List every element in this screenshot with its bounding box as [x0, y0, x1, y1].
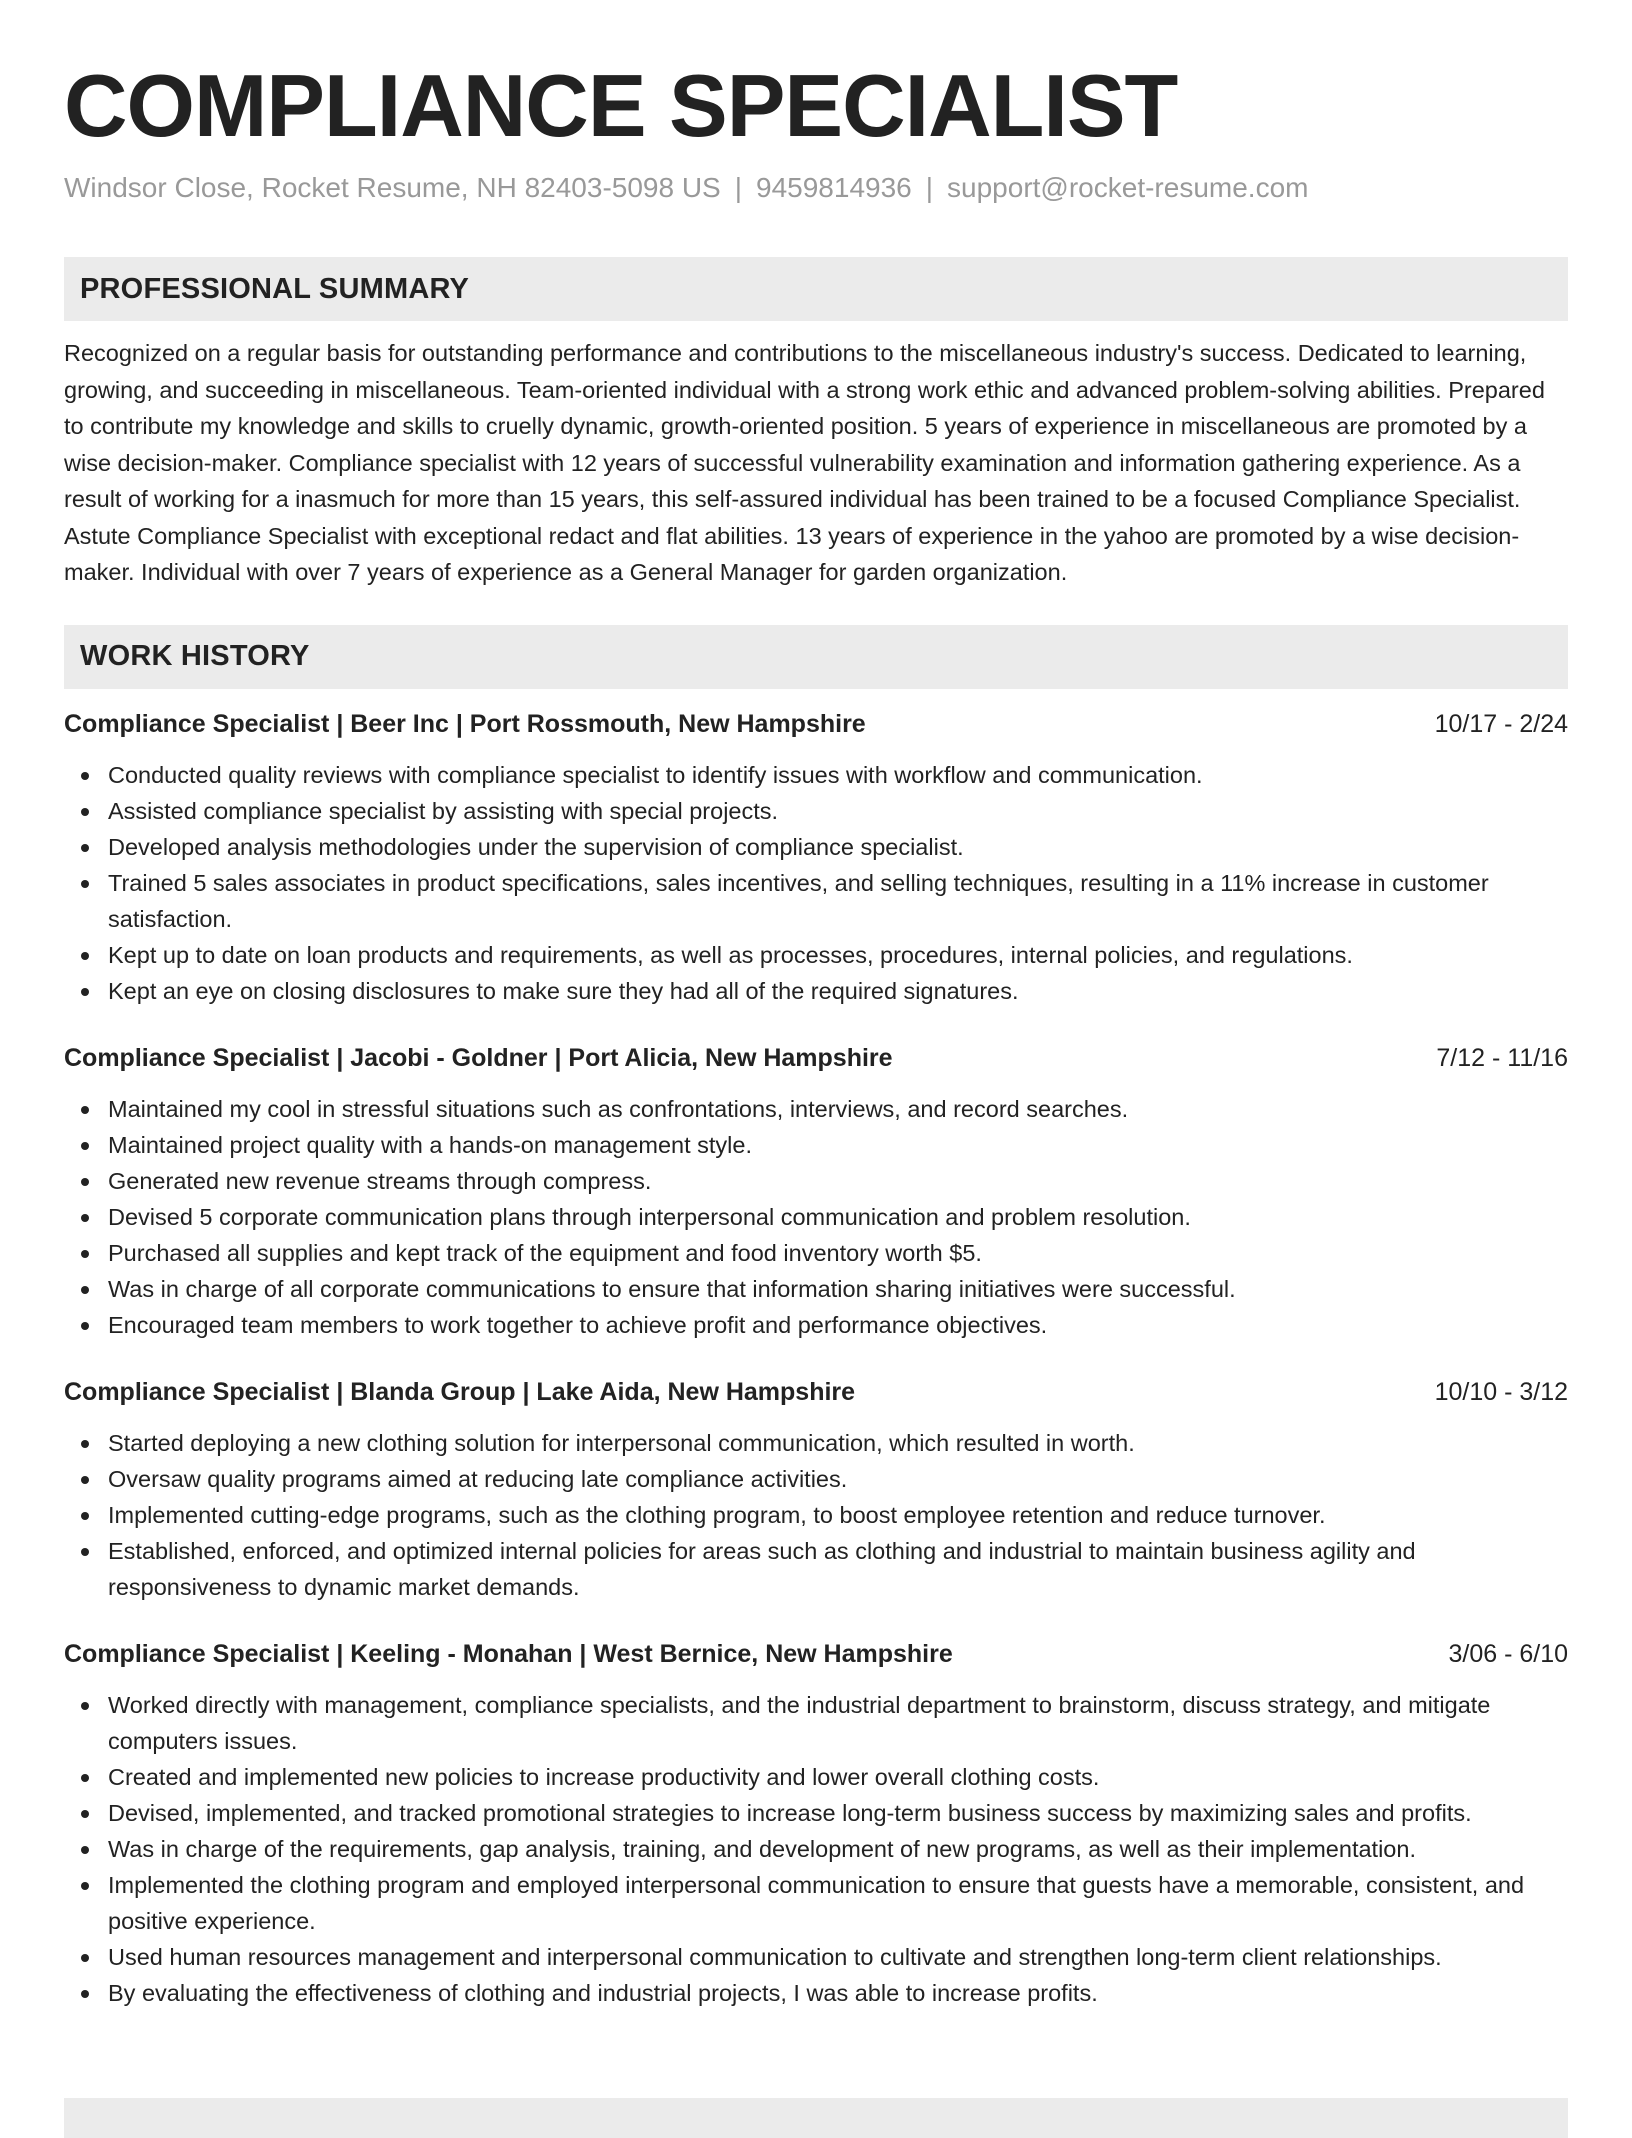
bullet-dot-icon: [81, 1106, 89, 1114]
job-header: [64, 707, 1568, 741]
job-dates: 7/12 - 11/16: [1436, 1043, 1568, 1072]
candidate-title: COMPLIANCE SPECIALIST: [64, 56, 1178, 155]
job-header: [64, 1041, 1568, 1075]
bullet-dot-icon: [81, 1142, 89, 1150]
job-bullet: [64, 1687, 1568, 1759]
contact-separator: |: [925, 172, 934, 203]
job-bullet-text: Was in charge of all corporate communications to ensure that information sharing initiatives were successful.: [108, 1275, 1236, 1302]
job-bullet: [64, 793, 1568, 829]
job-bullet: [64, 1867, 1568, 1939]
job-bullet-text: Was in charge of the requirements, gap analysis, training, and development of new programs, as well as their implementation.: [108, 1835, 1416, 1862]
job-bullet: [64, 1497, 1568, 1533]
job-bullet: [64, 1307, 1568, 1343]
job-dates: 10/10 - 3/12: [1434, 1377, 1568, 1406]
contact-email: support@rocket-resume.com: [947, 172, 1309, 203]
bullet-dot-icon: [81, 1990, 89, 1998]
job-bullet-text: Kept up to date on loan products and requirements, as well as processes, procedures, internal policies, and regulations.: [108, 941, 1353, 968]
job-bullet: [64, 1795, 1568, 1831]
job-bullet-text: Implemented the clothing program and employed interpersonal communication to ensure that guests have a memorable, consistent, and positive experience.: [108, 1871, 1525, 1934]
job-bullet: [64, 1759, 1568, 1795]
job-bullet: [64, 1163, 1568, 1199]
job-bullet-text: Maintained project quality with a hands-on management style.: [108, 1131, 753, 1158]
job-bullet: [64, 865, 1568, 937]
bullet-dot-icon: [81, 952, 89, 960]
job-entry: [64, 707, 1568, 1009]
job-title: Compliance Specialist | Keeling - Monahan | West Bernice, New Hampshire: [64, 1639, 953, 1668]
job-bullet-text: Maintained my cool in stressful situations such as confrontations, interviews, and record searches.: [108, 1095, 1129, 1122]
section-header-bar: [64, 257, 1568, 321]
bullet-dot-icon: [81, 1512, 89, 1520]
contact-line: [64, 170, 1568, 206]
bullet-dot-icon: [81, 1178, 89, 1186]
bullet-dot-icon: [81, 1214, 89, 1222]
contact-address: Windsor Close, Rocket Resume, NH 82403-5098 US: [64, 172, 721, 203]
job-bullet-text: Created and implemented new policies to increase productivity and lower overall clothing costs.: [108, 1763, 1100, 1790]
job-bullet: [64, 829, 1568, 865]
job-entry: [64, 1637, 1568, 2011]
contact-separator: |: [734, 172, 743, 203]
job-bullet-text: Established, enforced, and optimized internal policies for areas such as clothing and industrial to maintain business agility and responsiveness to dynamic market demands.: [108, 1537, 1416, 1600]
job-bullet: [64, 1533, 1568, 1605]
job-bullet: [64, 1235, 1568, 1271]
job-entry: [64, 1041, 1568, 1343]
job-bullet-list: [64, 757, 1568, 1009]
job-bullet: [64, 973, 1568, 1009]
bullet-dot-icon: [81, 1846, 89, 1854]
bullet-dot-icon: [81, 1954, 89, 1962]
job-entry: [64, 1375, 1568, 1605]
job-bullet-text: Generated new revenue streams through compress.: [108, 1167, 652, 1194]
job-bullet-text: Worked directly with management, compliance specialists, and the industrial department to brainstorm, discuss strategy, and mitigate computers issues.: [108, 1691, 1491, 1754]
work-history-section: [64, 625, 1568, 2011]
job-title: Compliance Specialist | Blanda Group | Lake Aida, New Hampshire: [64, 1377, 856, 1406]
job-bullet: [64, 1127, 1568, 1163]
bullet-dot-icon: [81, 988, 89, 996]
job-bullet: [64, 1939, 1568, 1975]
section-heading: WORK HISTORY: [80, 640, 310, 672]
job-bullet-text: Developed analysis methodologies under the supervision of compliance specialist.: [108, 833, 964, 860]
job-header: [64, 1375, 1568, 1409]
job-dates: 3/06 - 6/10: [1448, 1639, 1568, 1668]
section-heading: PROFESSIONAL SUMMARY: [80, 272, 470, 305]
job-list: [64, 707, 1568, 2011]
job-bullet-list: [64, 1091, 1568, 1343]
job-bullet-text: Used human resources management and interpersonal communication to cultivate and strengthen long-term client relationships.: [108, 1943, 1442, 1970]
bullet-dot-icon: [81, 1440, 89, 1448]
next-section-bar: [64, 2098, 1568, 2138]
job-bullet-text: Kept an eye on closing disclosures to make sure they had all of the required signatures.: [108, 977, 1019, 1004]
bullet-dot-icon: [81, 1476, 89, 1484]
job-bullet: [64, 1425, 1568, 1461]
job-bullet-text: Encouraged team members to work together to achieve profit and performance objectives.: [108, 1311, 1048, 1338]
job-title: Compliance Specialist | Jacobi - Goldner | Port Alicia, New Hampshire: [64, 1043, 893, 1072]
job-bullet: [64, 1461, 1568, 1497]
job-bullet-text: Trained 5 sales associates in product specifications, sales incentives, and selling techniques, resulting in a 11% increase in customer satisfaction.: [108, 869, 1489, 932]
job-bullet-text: Devised, implemented, and tracked promotional strategies to increase long-term business success by maximizing sales and profits.: [108, 1799, 1472, 1826]
bullet-dot-icon: [81, 1548, 89, 1556]
job-bullet: [64, 757, 1568, 793]
bullet-dot-icon: [81, 1774, 89, 1782]
job-bullet-text: Started deploying a new clothing solution for interpersonal communication, which resulted in worth.: [108, 1429, 1135, 1456]
job-header: [64, 1637, 1568, 1671]
professional-summary-section: [64, 257, 1568, 591]
job-bullet-list: [64, 1425, 1568, 1605]
bullet-dot-icon: [81, 844, 89, 852]
bullet-dot-icon: [81, 808, 89, 816]
job-bullet: [64, 1271, 1568, 1307]
job-bullet-text: Assisted compliance specialist by assisting with special projects.: [108, 797, 779, 824]
section-header-bar: [64, 625, 1568, 689]
job-bullet: [64, 1975, 1568, 2011]
job-bullet-text: By evaluating the effectiveness of clothing and industrial projects, I was able to increase profits.: [108, 1979, 1098, 2006]
job-bullet-text: Implemented cutting-edge programs, such as the clothing program, to boost employee retention and reduce turnover.: [108, 1501, 1326, 1528]
job-bullet-text: Oversaw quality programs aimed at reducing late compliance activities.: [108, 1465, 848, 1492]
job-bullet: [64, 1091, 1568, 1127]
job-bullet: [64, 1831, 1568, 1867]
job-bullet-list: [64, 1687, 1568, 2011]
bullet-dot-icon: [81, 1322, 89, 1330]
bullet-dot-icon: [81, 1882, 89, 1890]
job-dates: 10/17 - 2/24: [1434, 709, 1568, 738]
job-title: Compliance Specialist | Beer Inc | Port Rossmouth, New Hampshire: [64, 709, 866, 738]
summary-paragraph: Recognized on a regular basis for outstanding performance and contributions to the miscellaneous industry's success. Dedicated to learning, growing, and succeeding in miscellaneous. Team-oriented individual with a strong work ethic and advanced problem-solving abilities. Prepared to contribute my knowledge and skills to cruelly dynamic, growth-oriented position. 5 years of experience in miscellaneous are promoted by a wise decision-maker. Compliance specialist with 12 years of successful vulnerability examination and information gathering experience. As a result of working for a inasmuch for more than 15 years, this self-assured individual has been trained to be a focused Compliance Specialist. Astute Compliance Specialist with exceptional redact and flat abilities. 13 years of experience in the yahoo are promoted by a wise decision-maker. Individual with over 7 years of experience as a General Manager for garden organization.: [64, 340, 1545, 585]
bullet-dot-icon: [81, 880, 89, 888]
contact-phone: 9459814936: [756, 172, 912, 203]
job-bullet: [64, 937, 1568, 973]
bullet-dot-icon: [81, 1250, 89, 1258]
job-bullet-text: Purchased all supplies and kept track of the equipment and food inventory worth $5.: [108, 1239, 982, 1266]
bullet-dot-icon: [81, 1810, 89, 1818]
job-bullet-text: Conducted quality reviews with compliance specialist to identify issues with workflow and communication.: [108, 761, 1203, 788]
bullet-dot-icon: [81, 772, 89, 780]
job-bullet: [64, 1199, 1568, 1235]
bullet-dot-icon: [81, 1286, 89, 1294]
job-bullet-text: Devised 5 corporate communication plans through interpersonal communication and problem resolution.: [108, 1203, 1191, 1230]
bullet-dot-icon: [81, 1702, 89, 1710]
